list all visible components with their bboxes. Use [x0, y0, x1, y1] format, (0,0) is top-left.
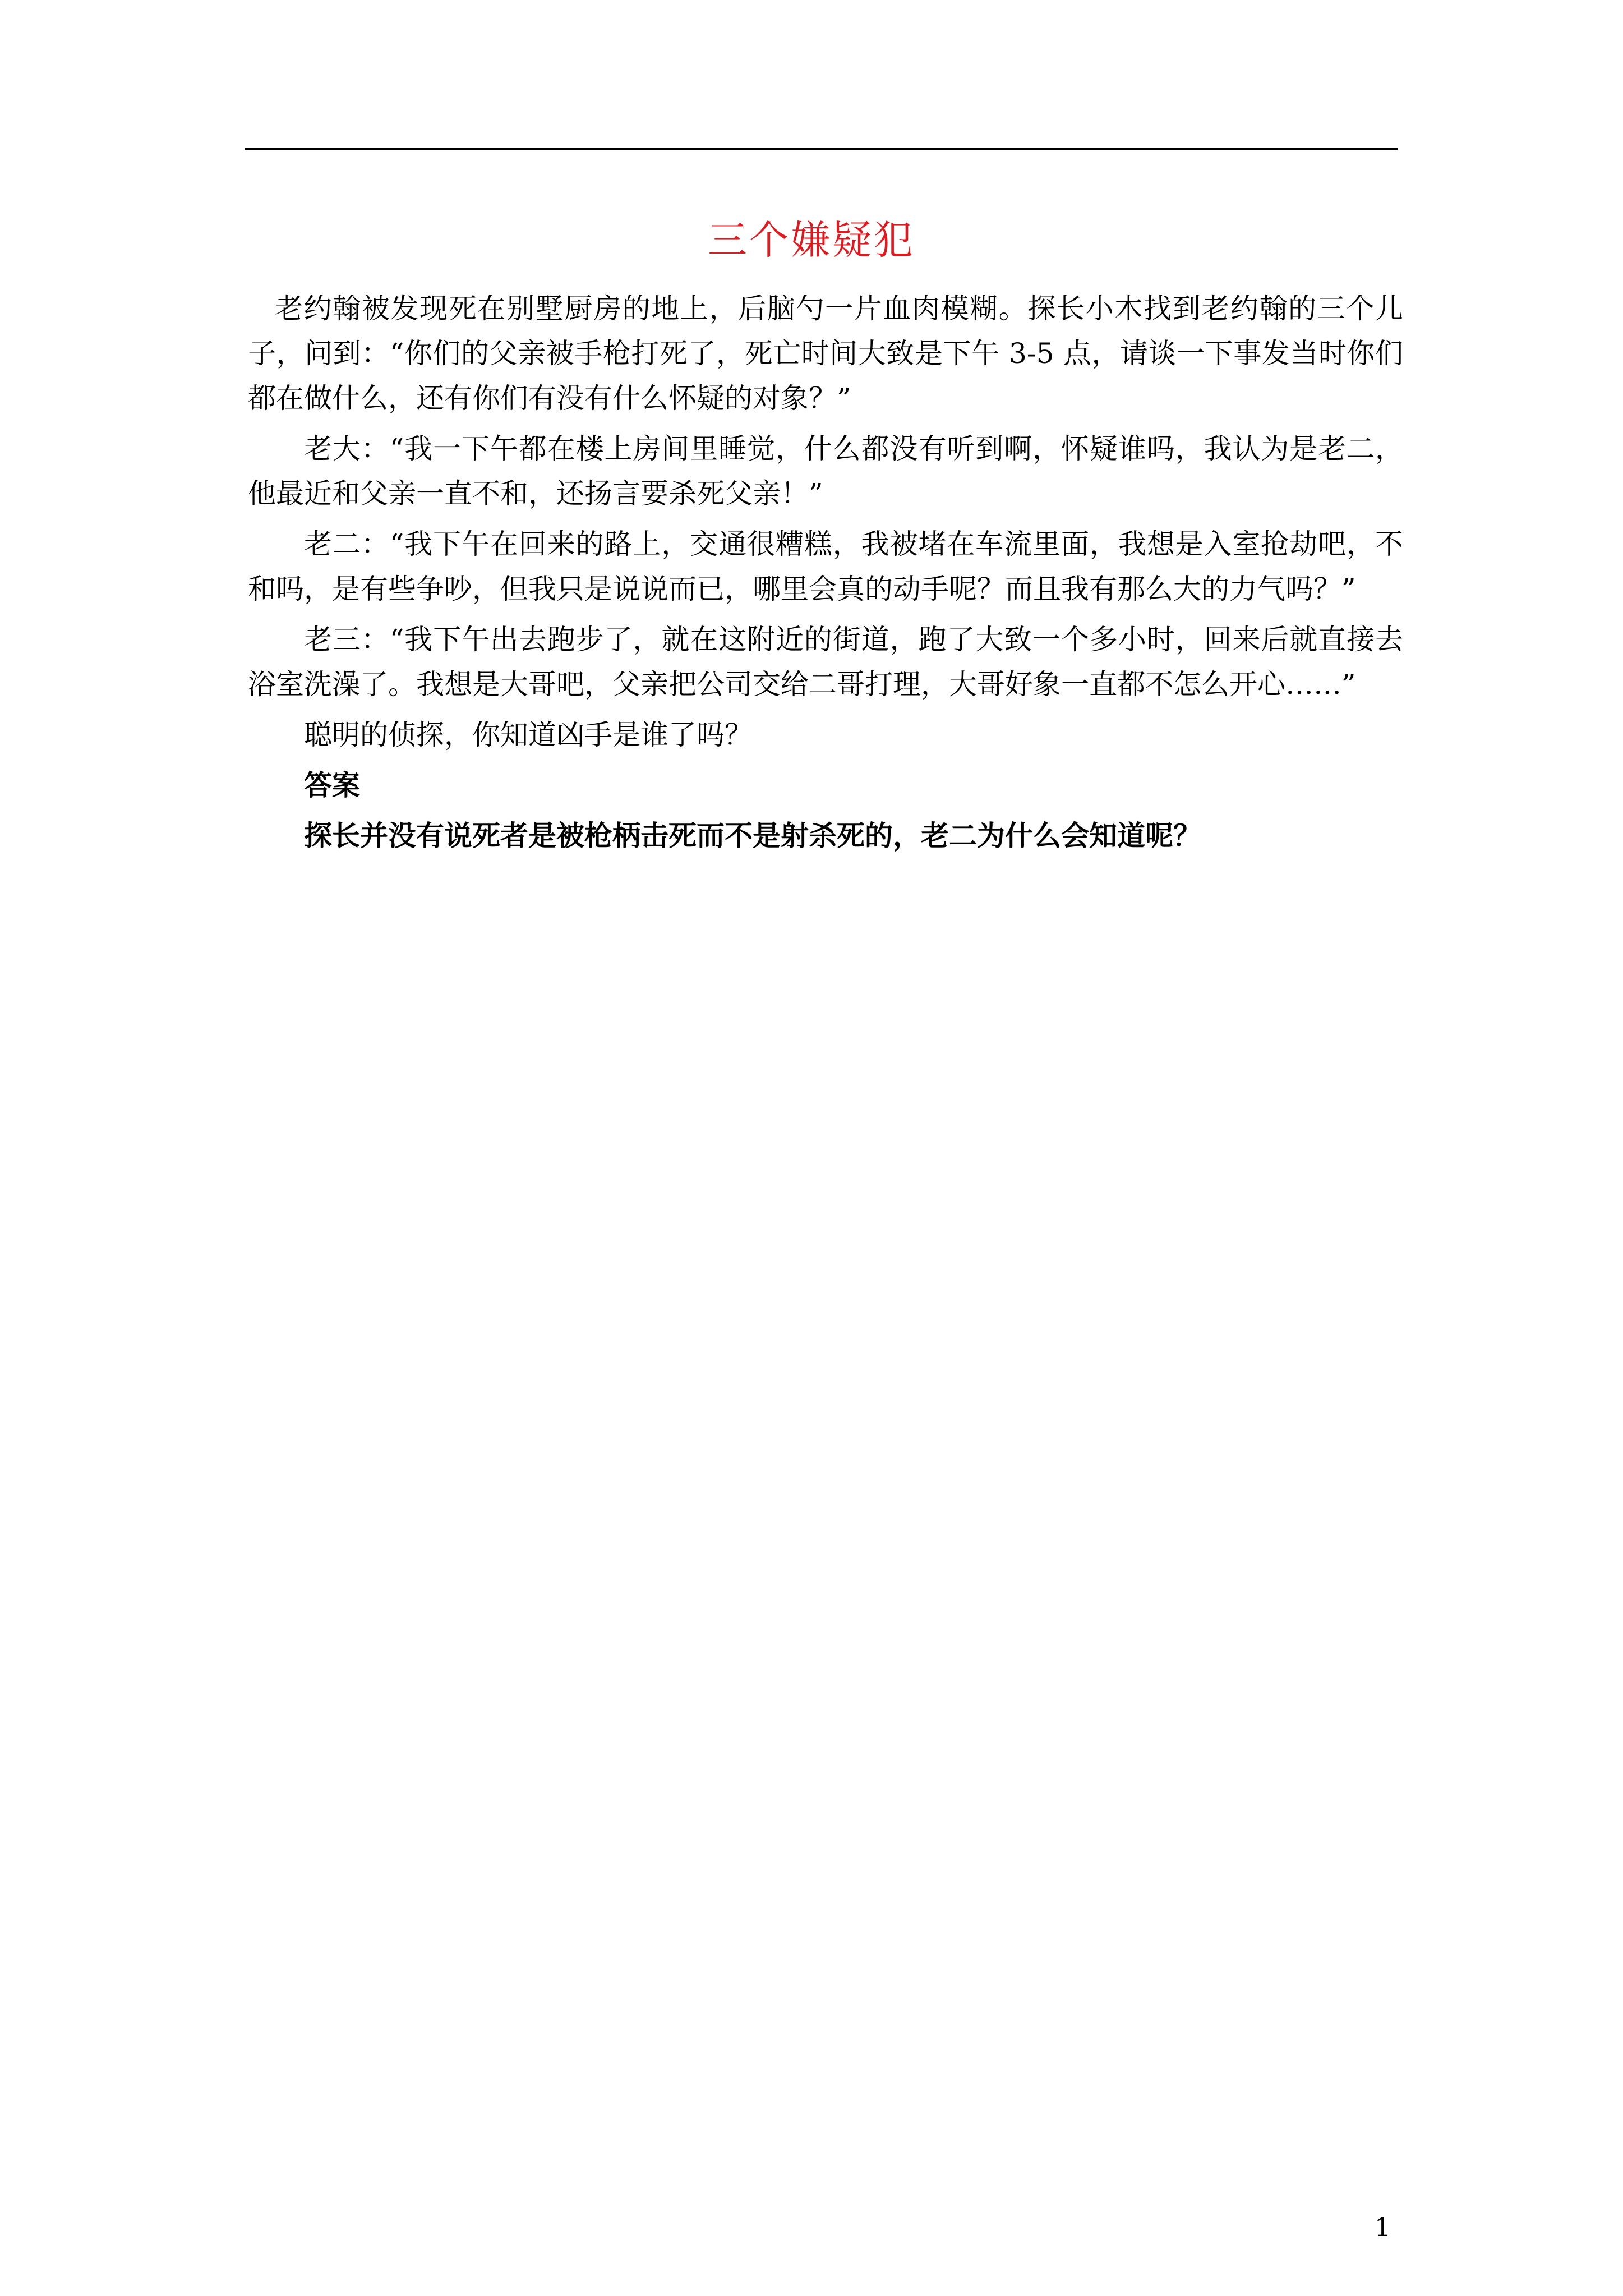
- paragraph-second-son: 老二：“我下午在回来的路上，交通很糟糕，我被堵在车流里面，我想是入室抢劫吧，不和吗，是有些争吵，但我只是说说而已，哪里会真的动手呢？而且我有那么大的力气吗？”: [248, 528, 1403, 605]
- page-number: 1: [1374, 2212, 1391, 2242]
- page-title: 三个嫌疑犯: [708, 217, 915, 263]
- document-body: [248, 286, 1403, 864]
- paragraph-eldest-son: 老大：“我一下午都在楼上房间里睡觉，什么都没有听到啊，怀疑谁吗，我认为是老二，他最近和父亲一直不和，还扬言要杀死父亲！”: [248, 432, 1403, 510]
- paragraph-intro: 老约翰被发现死在别墅厨房的地上，后脑勺一片血肉模糊。探长小木找到老约翰的三个儿子，问到：“你们的父亲被手枪打死了，死亡时间大致是下午 3-5 点，请谈一下事发当时你们都在做什么，还有你们有没有什么怀疑的对象？”: [248, 292, 1403, 415]
- answer-label: 答案: [304, 769, 360, 802]
- paragraph-question: 聪明的侦探，你知道凶手是谁了吗？: [304, 719, 753, 751]
- paragraph-third-son: 老三：“我下午出去跑步了，就在这附近的街道，跑了大致一个多小时，回来后就直接去浴室洗澡了。我想是大哥吧，父亲把公司交给二哥打理，大哥好象一直都不怎么开心……”: [248, 623, 1403, 701]
- header-rule: [245, 148, 1398, 150]
- answer-text: 探长并没有说死者是被枪柄击死而不是射杀死的，老二为什么会知道呢？: [304, 819, 1201, 852]
